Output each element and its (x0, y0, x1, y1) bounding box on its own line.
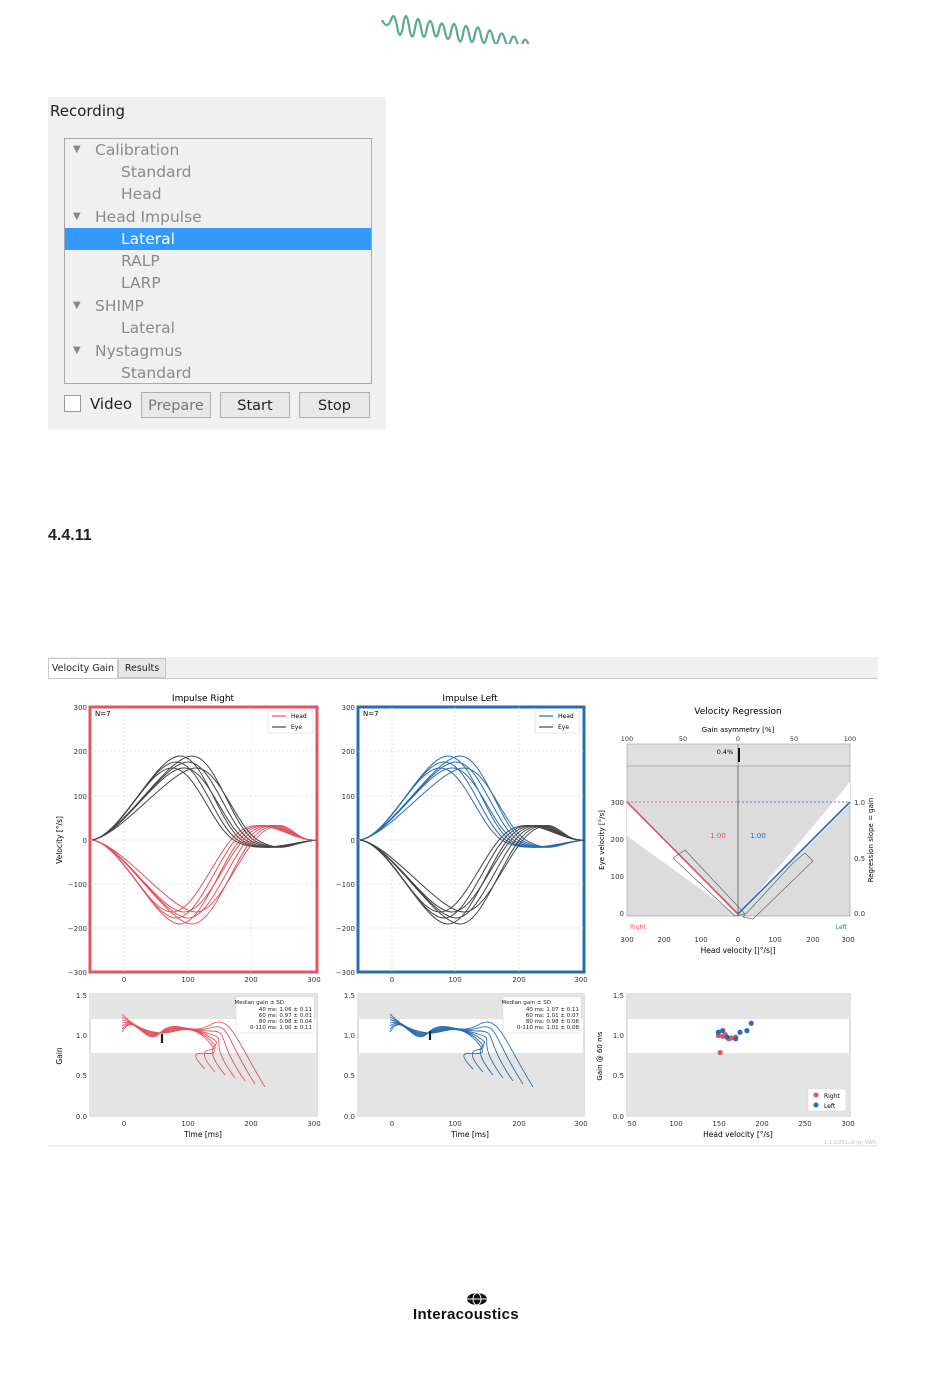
right-point (729, 1035, 734, 1040)
y-tick: 200 (73, 748, 87, 756)
x-tick: 200 (244, 1120, 258, 1128)
tree-item-calibration[interactable]: ▼ Calibration (73, 141, 180, 159)
y-tick: 100 (610, 873, 624, 881)
left-point (724, 1035, 729, 1040)
impulse-right-n: N=7 (95, 710, 111, 718)
impulse-right-title: Impulse Right (171, 694, 235, 704)
tree-item-standard[interactable]: Standard (121, 163, 192, 181)
expand-arrow-icon[interactable]: ▼ (73, 144, 81, 155)
svg-text:80 ms: 0.98 ± 0.06: 80 ms: 0.98 ± 0.06 (525, 1019, 579, 1025)
y-tick: 300 (610, 799, 624, 807)
x-tick: 0 (121, 976, 127, 984)
svg-text:Head: Head (291, 713, 307, 720)
gain-right-value: 1.00 (710, 832, 726, 840)
gain-right-xlabel: Time [ms] (184, 1130, 222, 1139)
y-tick: 200 (341, 748, 355, 756)
y-tick: 0.5 (75, 1072, 87, 1080)
y-tick: −200 (67, 925, 87, 933)
interacoustics-logo-icon (466, 1292, 488, 1306)
y-tick: 1.5 (343, 992, 355, 1000)
x-tick: 300 (620, 936, 634, 944)
x-tick: 100 (694, 936, 708, 944)
x-tick: 100 (181, 1120, 195, 1128)
svg-text:Eye: Eye (291, 724, 303, 731)
y-tick-right: 0.5 (854, 855, 866, 863)
svg-text:0-110 ms: 1.01 ± 0.08: 0-110 ms: 1.01 ± 0.08 (516, 1025, 579, 1031)
y-tick: −100 (335, 881, 355, 889)
asymmetry-value: 0.4% (716, 748, 734, 756)
impulse-left-n: N=7 (363, 710, 379, 718)
svg-text:0-110 ms: 1.00 ± 0.11: 0-110 ms: 1.00 ± 0.11 (249, 1025, 312, 1031)
tree-item-shimp[interactable]: ▼ SHIMP (73, 297, 144, 315)
x-tick: 100 (448, 1120, 462, 1128)
tree-item-head[interactable]: Head (121, 185, 162, 203)
x-tick: 100 (768, 936, 782, 944)
x-tick: 50 (627, 1120, 637, 1128)
y-tick: 0.0 (343, 1113, 355, 1121)
y-tick: 1.0 (612, 1032, 624, 1040)
regression-title: Velocity Regression (694, 707, 782, 717)
y-tick: 0 (619, 910, 624, 918)
y-tick: 1.5 (612, 992, 624, 1000)
y-tick: 0.5 (343, 1072, 355, 1080)
tree-item-lateral-selected[interactable]: Lateral (65, 228, 371, 250)
y-tick: −100 (67, 881, 87, 889)
expand-arrow-icon[interactable]: ▼ (73, 300, 81, 311)
regression-asym-label: Gain asymmetry [%] (701, 726, 775, 734)
x-tick: 300 (307, 1120, 321, 1128)
x-tick: 0 (389, 976, 395, 984)
x-tick: 0 (389, 1120, 395, 1128)
x-tick: 300 (307, 976, 321, 984)
impulse-left-legend (535, 711, 580, 733)
y-tick: 100 (73, 793, 87, 801)
y-tick-right: 0.0 (854, 910, 866, 918)
left-point (749, 1021, 754, 1026)
x-tick: 300 (574, 976, 588, 984)
svg-text:40 ms: 1.06 ± 0.11: 40 ms: 1.06 ± 0.11 (258, 1007, 312, 1013)
prepare-button[interactable]: Prepare (141, 392, 211, 418)
impulse-left-title: Impulse Left (442, 694, 498, 704)
svg-text:80 ms: 0.98 ± 0.04: 80 ms: 0.98 ± 0.04 (258, 1019, 312, 1025)
tree-item-larp[interactable]: LARP (121, 274, 161, 292)
gain-left-value: 1.00 (750, 832, 766, 840)
x-tick: 0 (735, 936, 741, 944)
gain60-xlabel: Head velocity [°/s] (703, 1130, 773, 1139)
y-tick: 0 (350, 837, 355, 845)
version-label: 1.1.0.001.UI (a) 5Wh (823, 1140, 876, 1146)
y-tick-right: 1.0 (854, 799, 866, 807)
x-tick: 200 (244, 976, 258, 984)
regression-ylabel-right: Regression slope = gain (867, 797, 875, 883)
x-tick: 0 (121, 1120, 127, 1128)
brand-name: Interacoustics (413, 1306, 519, 1323)
waveform-logo-icon (380, 8, 545, 44)
svg-text:Median gain ± SD: Median gain ± SD (501, 1000, 551, 1006)
tab-velocity-gain[interactable]: Velocity Gain (48, 658, 118, 678)
video-label: Video (90, 395, 133, 413)
svg-text:Left: Left (824, 1103, 836, 1110)
x-tick: 100 (669, 1120, 683, 1128)
svg-text:Eye: Eye (558, 724, 570, 731)
y-tick: −300 (335, 969, 355, 977)
side-left-label: Left (835, 924, 847, 931)
x-tick: 200 (755, 1120, 769, 1128)
recording-title: Recording (50, 102, 126, 120)
x-tick: 100 (181, 976, 195, 984)
tab-results[interactable]: Results (118, 658, 166, 678)
y-tick: 0.5 (612, 1072, 624, 1080)
y-tick: 0.0 (75, 1113, 87, 1121)
gain-right-stats (235, 997, 314, 1033)
y-tick: 1.5 (75, 992, 87, 1000)
video-checkbox[interactable] (64, 395, 81, 412)
gain-left-stats (502, 997, 581, 1033)
x-tick: 300 (574, 1120, 588, 1128)
y-tick: 0.0 (612, 1113, 624, 1121)
left-point (720, 1028, 725, 1033)
protocol-tree[interactable] (64, 138, 372, 384)
impulse-right-ylabel: Velocity [°/s] (55, 816, 64, 864)
tree-item-shimp-lateral[interactable]: Lateral (121, 319, 175, 337)
gain60-legend (808, 1089, 846, 1111)
x-tick: 200 (657, 936, 671, 944)
svg-text:40 ms: 1.07 ± 0.11: 40 ms: 1.07 ± 0.11 (525, 1007, 579, 1013)
svg-text:I: I (427, 1029, 433, 1043)
velocity-gain-figure (48, 678, 878, 1148)
left-point (744, 1028, 749, 1033)
result-tab-bar (48, 657, 878, 679)
gain60-ylabel: Gain @ 60 ms (596, 1031, 604, 1081)
tree-item-ralp[interactable]: RALP (121, 252, 160, 270)
side-right-label: Right (630, 924, 646, 931)
regression-xlabel: Head velocity [|°/s|] (700, 946, 776, 955)
y-tick: 300 (341, 704, 355, 712)
y-tick: 200 (610, 836, 624, 844)
y-tick: 300 (73, 704, 87, 712)
y-tick: 1.0 (75, 1032, 87, 1040)
tree-item-nystagmus[interactable]: ▼ Nystagmus (73, 342, 183, 360)
x-tick: 300 (841, 1120, 855, 1128)
tree-item-head-impulse[interactable]: ▼ Head Impulse (73, 208, 202, 226)
x-tick: 300 (841, 936, 855, 944)
gain-left-xlabel: Time [ms] (451, 1130, 489, 1139)
top-tick: 50 (789, 735, 799, 743)
top-tick: 0 (735, 735, 741, 743)
x-tick: 200 (512, 1120, 526, 1128)
section-number: 4.4.11 (48, 527, 92, 544)
svg-text:Head: Head (558, 713, 574, 720)
y-tick: −300 (67, 969, 87, 977)
svg-text:I: I (159, 1032, 165, 1046)
x-tick: 200 (806, 936, 820, 944)
svg-text:Median gain ± SD: Median gain ± SD (234, 1000, 284, 1006)
y-tick: 100 (341, 793, 355, 801)
regression-ylabel: Eye velocity [°/s] (598, 810, 606, 870)
top-tick: 50 (678, 735, 688, 743)
left-point (737, 1030, 742, 1035)
top-tick: 100 (620, 735, 634, 743)
y-tick: 1.0 (343, 1032, 355, 1040)
svg-text:60 ms: 1.01 ± 0.07: 60 ms: 1.01 ± 0.07 (525, 1013, 579, 1019)
gain-right-ylabel: Gain (55, 1047, 64, 1065)
x-tick: 100 (448, 976, 462, 984)
x-tick: 200 (512, 976, 526, 984)
y-tick: 0 (82, 837, 87, 845)
stop-button[interactable]: Stop (299, 392, 370, 418)
x-tick: 250 (798, 1120, 812, 1128)
svg-text:60 ms: 0.97 ± 0.01: 60 ms: 0.97 ± 0.01 (258, 1013, 312, 1019)
svg-text:Right: Right (824, 1093, 840, 1100)
left-point (733, 1036, 738, 1041)
x-tick: 150 (712, 1120, 726, 1128)
top-tick: 100 (843, 735, 857, 743)
expand-arrow-icon[interactable]: ▼ (73, 345, 81, 356)
start-button[interactable]: Start (220, 392, 290, 418)
y-tick: −200 (335, 925, 355, 933)
right-point (718, 1050, 723, 1055)
expand-arrow-icon[interactable]: ▼ (73, 211, 81, 222)
tree-item-nystagmus-standard[interactable]: Standard (121, 364, 192, 382)
impulse-right-legend (268, 711, 313, 733)
